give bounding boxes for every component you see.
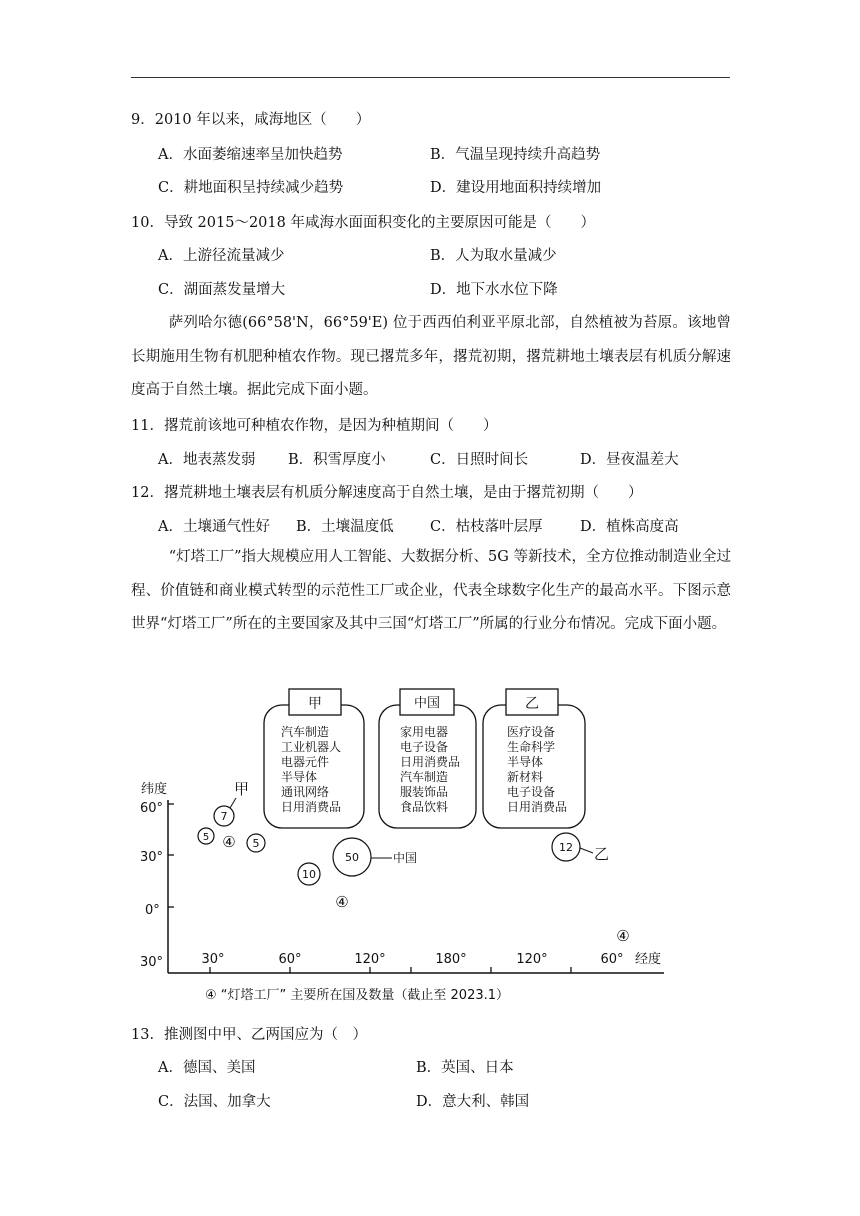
industry-item: 日用消费品	[281, 800, 342, 814]
industry-box-yi	[483, 689, 585, 828]
industry-item: 汽车制造	[400, 770, 449, 784]
passage-salekhard: 萨列哈尔德(66°58'N，66°59'E) 位于西西伯利亚平原北部，自然植被为苔原。该地曾长期施用生物有机肥种植农作物。现已撂荒多年，撂荒初期，撂荒耕地土壤表层有机质分解速度高于自然土壤。据此完成下面小题。	[131, 315, 731, 398]
country-marker	[198, 828, 214, 844]
industry-item: 日用消费品	[507, 800, 568, 814]
figure-caption: ④ “灯塔工厂” 主要所在国及数量（截止至 2023.1）	[205, 988, 510, 1003]
q13-option-d: D．意大利、韩国	[416, 1094, 530, 1110]
q9-option-c: C．耕地面积呈持续减少趋势	[158, 180, 344, 196]
q9-stem: 9．2010 年以来，咸海地区（ ）	[131, 112, 371, 128]
marker-leader-line	[230, 798, 236, 808]
q11-option-d: D．昼夜温差大	[580, 452, 679, 468]
industry-box-title: 乙	[525, 696, 539, 712]
q9-option-a: A．水面萎缩速率呈加快趋势	[158, 147, 343, 163]
q13-option-a: A．德国、美国	[158, 1060, 256, 1076]
industry-box-china	[379, 689, 476, 828]
q13-stem: 13．推测图中甲、乙两国应为（ ）	[131, 1027, 367, 1043]
marker-count: 5	[252, 837, 260, 850]
marker-tag: 乙	[594, 845, 610, 863]
x-tick-label: 60°	[600, 952, 624, 967]
q13-option-b: B．英国、日本	[416, 1060, 514, 1076]
q11-stem: 11．撂荒前该地可种植农作物，是因为种植期间（ ）	[131, 418, 498, 434]
industry-item: 服装饰品	[400, 785, 449, 799]
q10-option-b: B．人为取水量减少	[430, 248, 557, 264]
header-rule	[131, 77, 730, 78]
q12-option-c: C．枯枝落叶层厚	[430, 519, 543, 535]
industry-item: 汽车制造	[281, 725, 330, 739]
industry-item: 医疗设备	[507, 725, 556, 739]
x-tick-label: 120°	[354, 952, 386, 967]
y-tick-label: 0°	[145, 903, 160, 918]
q10-stem: 10．导致 2015～2018 年咸海水面面积变化的主要原因可能是（ ）	[131, 215, 595, 231]
x-axis-title: 经度	[634, 952, 662, 967]
q13-option-c: C．法国、加拿大	[158, 1094, 271, 1110]
marker-count: ④	[222, 833, 236, 851]
y-tick-label: 30°	[140, 850, 164, 865]
y-axis-title: 纬度	[141, 782, 168, 797]
industry-item: 电器元件	[281, 755, 330, 769]
q11-option-c: C．日照时间长	[430, 452, 529, 468]
country-marker-jia	[214, 780, 249, 826]
industry-item: 家用电器	[400, 725, 449, 739]
y-tick-label: 60°	[140, 801, 164, 816]
industry-box-jia	[264, 689, 364, 828]
industry-item: 半导体	[507, 755, 544, 769]
industry-item: 通讯网络	[281, 785, 330, 799]
marker-count: 5	[202, 832, 210, 843]
industry-box-title: 中国	[413, 696, 441, 711]
marker-tag: 中国	[393, 851, 418, 865]
x-tick-label: 180°	[435, 952, 467, 967]
q12-stem: 12．撂荒耕地土壤表层有机质分解速度高于自然土壤，是由于撂荒初期（ ）	[131, 485, 643, 501]
country-marker	[247, 834, 265, 852]
marker-leader-line	[580, 848, 593, 853]
country-marker-yi	[552, 833, 609, 863]
q12-option-b: B．土壤温度低	[296, 519, 394, 535]
industry-item: 电子设备	[507, 785, 556, 799]
country-marker	[298, 863, 320, 885]
marker-count: 7	[220, 810, 228, 823]
marker-count: 12	[559, 841, 573, 854]
x-tick-label: 30°	[201, 952, 225, 967]
q10-option-c: C．湖面蒸发量增大	[158, 282, 286, 298]
industry-item: 日用消费品	[400, 755, 461, 769]
industry-item: 生命科学	[507, 740, 556, 754]
q11-option-b: B．积雪厚度小	[288, 452, 386, 468]
marker-tag: 甲	[234, 780, 250, 798]
y-tick-label: 30°	[140, 955, 164, 970]
industry-item: 新材料	[507, 770, 544, 784]
country-marker-china	[333, 838, 417, 876]
x-tick-label: 120°	[516, 952, 548, 967]
marker-count: 50	[345, 851, 359, 864]
q12-option-a: A．土壤通气性好	[158, 519, 270, 535]
x-tick-label: 60°	[278, 952, 302, 967]
q10-option-d: D．地下水水位下降	[430, 282, 558, 298]
industry-item: 电子设备	[400, 740, 449, 754]
industry-item: 半导体	[281, 770, 318, 784]
marker-count: 10	[302, 868, 316, 881]
q10-option-a: A．上游径流量减少	[158, 248, 285, 264]
industry-item: 工业机器人	[281, 740, 342, 754]
q9-option-b: B．气温呈现持续升高趋势	[430, 147, 601, 163]
q9-option-d: D．建设用地面积持续增加	[430, 180, 602, 196]
q12-option-d: D．植株高度高	[580, 519, 679, 535]
lighthouse-factory-figure	[131, 680, 671, 1012]
industry-item: 食品饮料	[400, 800, 449, 814]
industry-box-title: 甲	[308, 696, 322, 712]
passage-lighthouse-factory: “灯塔工厂”指大规模应用人工智能、大数据分析、5G 等新技术，全方位推动制造业全过程、价值链和商业模式转型的示范性工厂或企业，代表全球数字化生产的最高水平。下图示意世界“灯塔工厂”所在的主要国家及其中三国“灯塔工厂”所属的行业分布情况。完成下面小题。	[131, 549, 731, 632]
marker-count: ④	[616, 927, 630, 945]
marker-count: ④	[335, 893, 349, 911]
q11-option-a: A．地表蒸发弱	[158, 452, 256, 468]
